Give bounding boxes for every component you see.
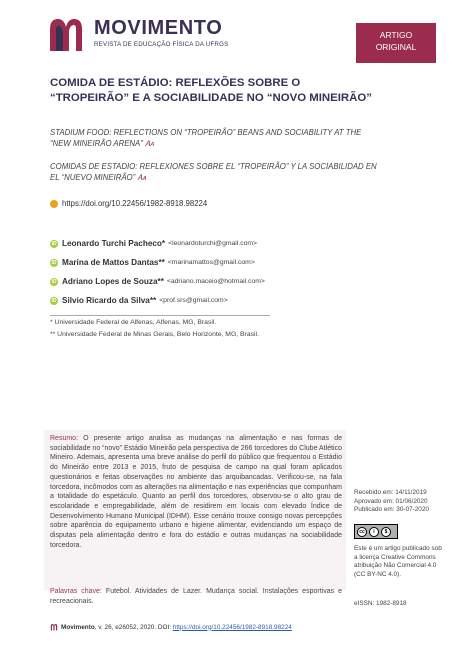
spanish-title: [50, 162, 380, 183]
author-item: [50, 253, 390, 272]
nc-icon: $: [381, 527, 391, 537]
orcid-icon[interactable]: iD: [51, 278, 57, 285]
footer-doi-link[interactable]: https://doi.org/10.22456/1982-8918.98224: [172, 623, 292, 631]
published-date: Publicado em: 30-07-2020: [354, 506, 429, 514]
affiliation-2: ** Universidade Federal de Minas Gerais, Belo Horizonte, MG, Brasil.: [50, 331, 259, 338]
english-title: [50, 128, 380, 149]
article-title: COMIDA DE ESTÁDIO: REFLEXÕES SOBRE O “TROPEIRÃO” E A SOCIABILIDADE NO “NOVO MINEIRÃO”: [50, 77, 372, 104]
doi-icon: [50, 200, 58, 208]
author-email[interactable]: <prof.srs@gmail.com>: [159, 297, 228, 304]
brand-subtitle: REVISTA DE EDUCAÇÃO FÍSICA DA UFRGS: [94, 41, 229, 48]
orcid-icon[interactable]: iD: [51, 297, 57, 304]
doi-link[interactable]: https://doi.org/10.22456/1982-8918.98224: [62, 199, 208, 208]
footer-journal: Movimento: [61, 623, 95, 631]
by-icon: i: [369, 527, 379, 537]
abstract: [50, 434, 342, 550]
license-text: Este é um artigo publicado sob a licença Creative Commons atribuição Não Comercial 4.0 (CC BY-NC 4.0).: [354, 545, 442, 578]
footer-citation-text: , v. 26, e26052, 2020. DOI:: [94, 623, 173, 631]
badge-line-1: ARTIGO: [379, 30, 413, 40]
author-name: Marina de Mattos Dantas**: [62, 258, 165, 267]
footer-citation: [50, 623, 292, 631]
approved-date: Aprovado em: 01/06/2020: [354, 497, 428, 505]
cc-icon: cc: [357, 527, 367, 537]
author-item: [50, 291, 390, 310]
author-name: Silvio Ricardo da Silva**: [62, 296, 157, 305]
keywords-label: Palavras chave:: [50, 588, 102, 595]
orcid-icon[interactable]: iD: [51, 259, 57, 266]
publication-dates: [354, 489, 444, 515]
author-name: Leonardo Turchi Pacheco*: [62, 239, 166, 248]
author-email[interactable]: <adriano.maceio@hotmail.com>: [166, 278, 265, 285]
brand-name: MOVIMENTO: [94, 17, 223, 39]
author-item: [50, 272, 390, 291]
doi-line: [50, 199, 207, 208]
badge-line-2: ORIGINAL: [375, 42, 417, 52]
author-list: [50, 234, 390, 310]
affiliation-divider: [50, 315, 270, 316]
movimento-logo-icon: [46, 15, 86, 53]
keywords-text: Futebol. Atividades de Lazer. Mudança social. Instalações esportivas e recreacionais.: [50, 588, 342, 605]
abstract-text: O presente artigo analisa as mudanças na alimentação e nas formas de sociabilidade no “novo” Estádio Mineirão pela perspectiva de 266 torcedores do Clube Atlético Mineiro. Ademais, apresenta uma breve análise do perfil do público que frequentou o Estádio do Mineirão entre 2013 e 2015, fruto de pesquisa de campo na qual foram aplicados questionários e feitas observações no ambiente das arquibancadas. Verificou-se, na fala torcedora, incômodos com as alterações na alimentação e nas experiências que compunham a totalidade do espetáculo. Quanto ao perfil dos torcedores, observou-se o alto grau de escolaridade e empregabilidade, além de residirem em locais com elevado Índice de Desenvolvimento Humano Municipal (IDHM). Esse cenário trouxe consigo novas percepções sobre aparência do equipamento urbano e higiene alimentar, evidenciando um espaço de disputas pela alimentação dentro e fora do estádio e outras mudanças na sociabilidade torcedora.: [50, 435, 342, 549]
translation-icon: 🗛: [145, 138, 154, 148]
author-name: Adriano Lopes de Souza**: [62, 277, 164, 286]
article-type-badge: [356, 23, 436, 63]
eissn: eISSN: 1982-8918: [354, 600, 407, 607]
affiliation-1: * Universidade Federal de Alfenas, Alfenas, MG, Brasil.: [50, 319, 217, 326]
author-email[interactable]: <marinamattos@gmail.com>: [167, 259, 255, 266]
english-title-text: STADIUM FOOD: REFLECTIONS ON “TROPEIRÃO” BEANS AND SOCIABILITY AT THE “NEW MINEIRÃO ARENA”: [50, 128, 362, 148]
received-date: Recebido em: 14/11/2019: [354, 489, 427, 496]
keywords: [50, 587, 342, 606]
author-item: [50, 234, 390, 253]
orcid-icon[interactable]: iD: [51, 240, 57, 247]
cc-license-badge[interactable]: [354, 524, 398, 539]
author-email[interactable]: <leonardoturchi@gmail.com>: [168, 240, 258, 247]
spanish-title-text: COMIDAS DE ESTADIO: REFLEXIONES SOBRE EL “TROPEIRÃO” Y LA SOCIABILIDAD EN EL “NUEVO MINEIRÃO”: [50, 162, 377, 182]
abstract-label: Resumo:: [50, 435, 79, 442]
movimento-logo-icon: [50, 623, 58, 631]
translation-icon: 🗛: [137, 172, 147, 182]
